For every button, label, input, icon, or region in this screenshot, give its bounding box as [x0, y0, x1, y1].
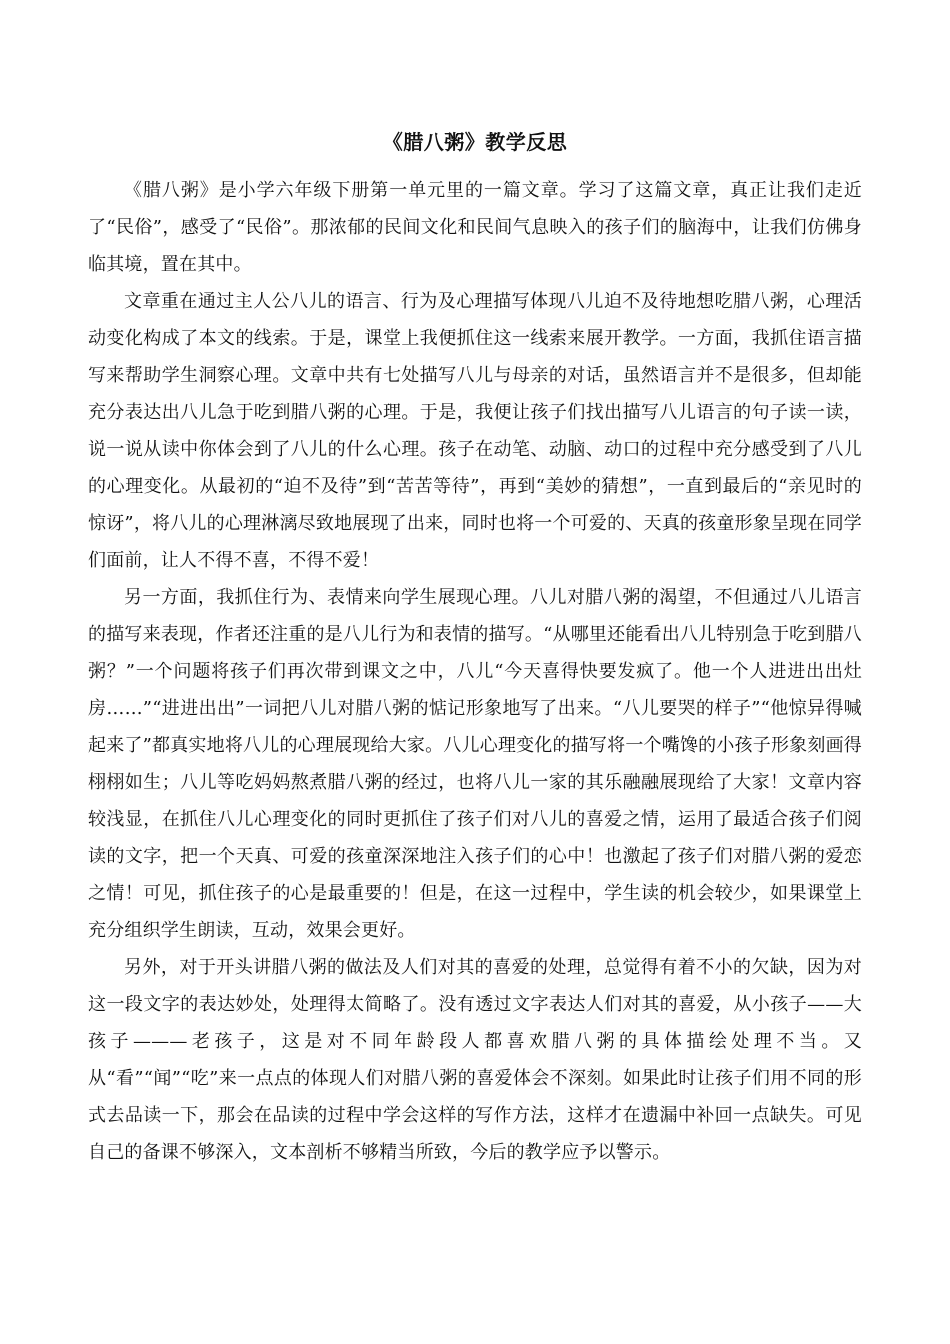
document-page — [88, 124, 862, 1171]
paragraph-language-description: 文章重在通过主人公八儿的语言、行为及心理描写体现八儿迫不及待地想吃腊八粥，心理活动变化构成了本文的线索。于是，课堂上我便抓住这一线索来展开教学。一方面，我抓住语言描写来帮助学生洞察心理。文章中共有七处描写八儿与母亲的对话，虽然语言并不是很多，但却能充分表达出八儿急于吃到腊八粥的心理。于是，我便让孩子们找出描写八儿语言的句子读一读，说一说从读中你体会到了八儿的什么心理。孩子在动笔、动脑、动口的过程中充分感受到了八儿的心理变化。从最初的“迫不及待”到“苦苦等待”，再到“美妙的猜想”，一直到最后的“亲见时的惊讶”，将八儿的心理淋漓尽致地展现了出来，同时也将一个可爱的、天真的孩童形象呈现在同学们面前，让人不得不喜，不得不爱！ — [88, 291, 862, 571]
paragraph-behavior-expression: 另一方面，我抓住行为、表情来向学生展现心理。八儿对腊八粥的渴望，不但通过八儿语言的描写来表现，作者还注重的是八儿行为和表情的描写。“从哪里还能看出八儿特别急于吃到腊八粥？”一个问题将孩子们再次带到课文之中，八儿“今天喜得快要发疯了。他一个人进进出出灶房……”“进进出出”一词把八儿对腊八粥的惦记形象地写了出来。“八儿要哭的样子”“他惊异得喊起来了”都真实地将八儿的心理展现给大家。八儿心理变化的描写将一个嘴馋的小孩子形象刻画得栩栩如生；八儿等吃妈妈熬煮腊八粥的经过，也将八儿一家的其乐融融展现给了大家！文章内容较浅显，在抓住八儿心理变化的同时更抓住了孩子们对八儿的喜爱之情，运用了最适合孩子们阅读的文字，把一个天真、可爱的孩童深深地注入孩子们的心中！也激起了孩子们对腊八粥的爱恋之情！可见，抓住孩子的心是最重要的！但是，在这一过程中，学生读的机会较少，如果课堂上充分组织学生朗读，互动，效果会更好。 — [88, 587, 862, 941]
document-title: 《腊八粥》教学反思 — [382, 130, 568, 154]
paragraph-shortcomings: 另外，对于开头讲腊八粥的做法及人们对其的喜爱的处理，总觉得有着不小的欠缺，因为对这一段文字的表达妙处，处理得太简略了。没有透过文字表达人们对其的喜爱，从小孩子——大孩子———老孩子，这是对不同年龄段人都喜欢腊八粥的具体描绘处理不当。又从“看”“闻”“吃”来一点点的体现人们对腊八粥的喜爱体会不深刻。如果此时让孩子们用不同的形式去品读一下，那会在品读的过程中学会这样的写作方法，这样才在遗漏中补回一点缺失。可见自己的备课不够深入，文本剖析不够精当所致，今后的教学应予以警示。 — [88, 957, 862, 1163]
paragraph-intro: 《腊八粥》是小学六年级下册第一单元里的一篇文章。学习了这篇文章，真正让我们走近了“民俗”，感受了“民俗”。那浓郁的民间文化和民间气息映入的孩子们的脑海中，让我们仿佛身临其境，置在其中。 — [88, 180, 862, 275]
